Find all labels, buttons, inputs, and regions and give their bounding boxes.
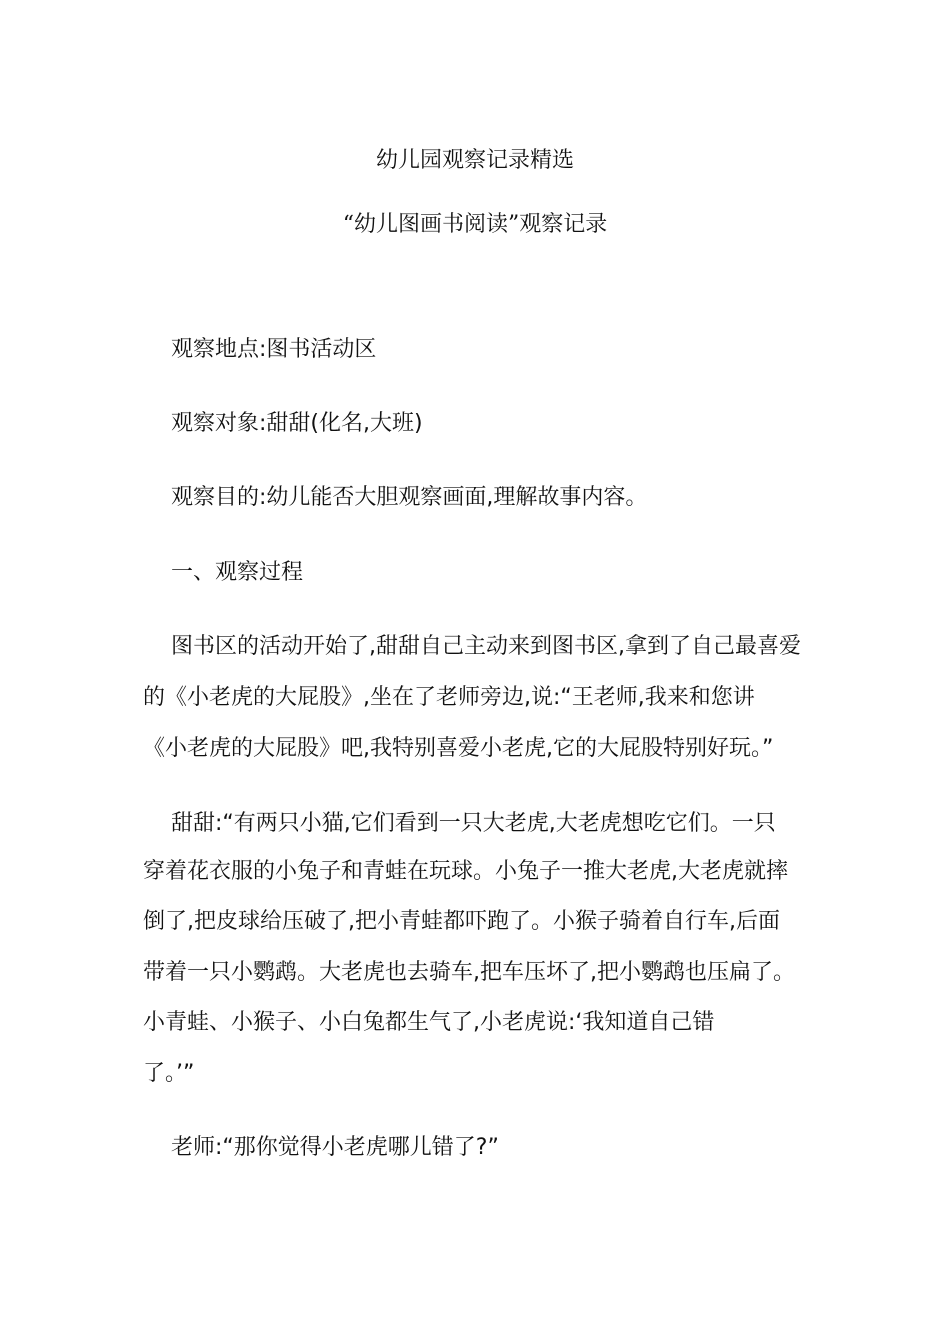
meta-subject: 观察对象:甜甜(化名,大班) bbox=[171, 411, 423, 436]
paragraph-line: 小青蛙、小猴子、小白兔都生气了,小老虎说:‘我知道自己错 bbox=[143, 1010, 715, 1035]
paragraph-line: 甜甜:“有两只小猫,它们看到一只大老虎,大老虎想吃它们。一只 bbox=[171, 811, 776, 836]
paragraph-line: 了。’” bbox=[143, 1061, 195, 1086]
document-subtitle: “幼儿图画书阅读”观察记录 bbox=[342, 212, 608, 237]
meta-location: 观察地点:图书活动区 bbox=[171, 337, 377, 362]
paragraph-line: 倒了,把皮球给压破了,把小青蛙都吓跑了。小猴子骑着自行车,后面 bbox=[143, 909, 780, 934]
paragraph-line: 带着一只小鹦鹉。大老虎也去骑车,把车压坏了,把小鹦鹉也压扁了。 bbox=[143, 960, 795, 985]
paragraph-line: 的《小老虎的大屁股》,坐在了老师旁边,说:“王老师,我来和您讲 bbox=[143, 685, 755, 710]
paragraph-line: 老师:“那你觉得小老虎哪儿错了?” bbox=[171, 1135, 499, 1160]
paragraph-line: 穿着花衣服的小兔子和青蛙在玩球。小兔子一推大老虎,大老虎就摔 bbox=[143, 859, 788, 884]
paragraph-line: 图书区的活动开始了,甜甜自己主动来到图书区,拿到了自己最喜爱 bbox=[171, 634, 801, 659]
meta-purpose: 观察目的:幼儿能否大胆观察画面,理解故事内容。 bbox=[171, 485, 648, 510]
paragraph-line: 《小老虎的大屁股》吧,我特别喜爱小老虎,它的大屁股特别好玩。” bbox=[143, 736, 774, 761]
document-title: 幼儿园观察记录精选 bbox=[375, 148, 574, 173]
section-heading: 一、观察过程 bbox=[171, 560, 304, 585]
